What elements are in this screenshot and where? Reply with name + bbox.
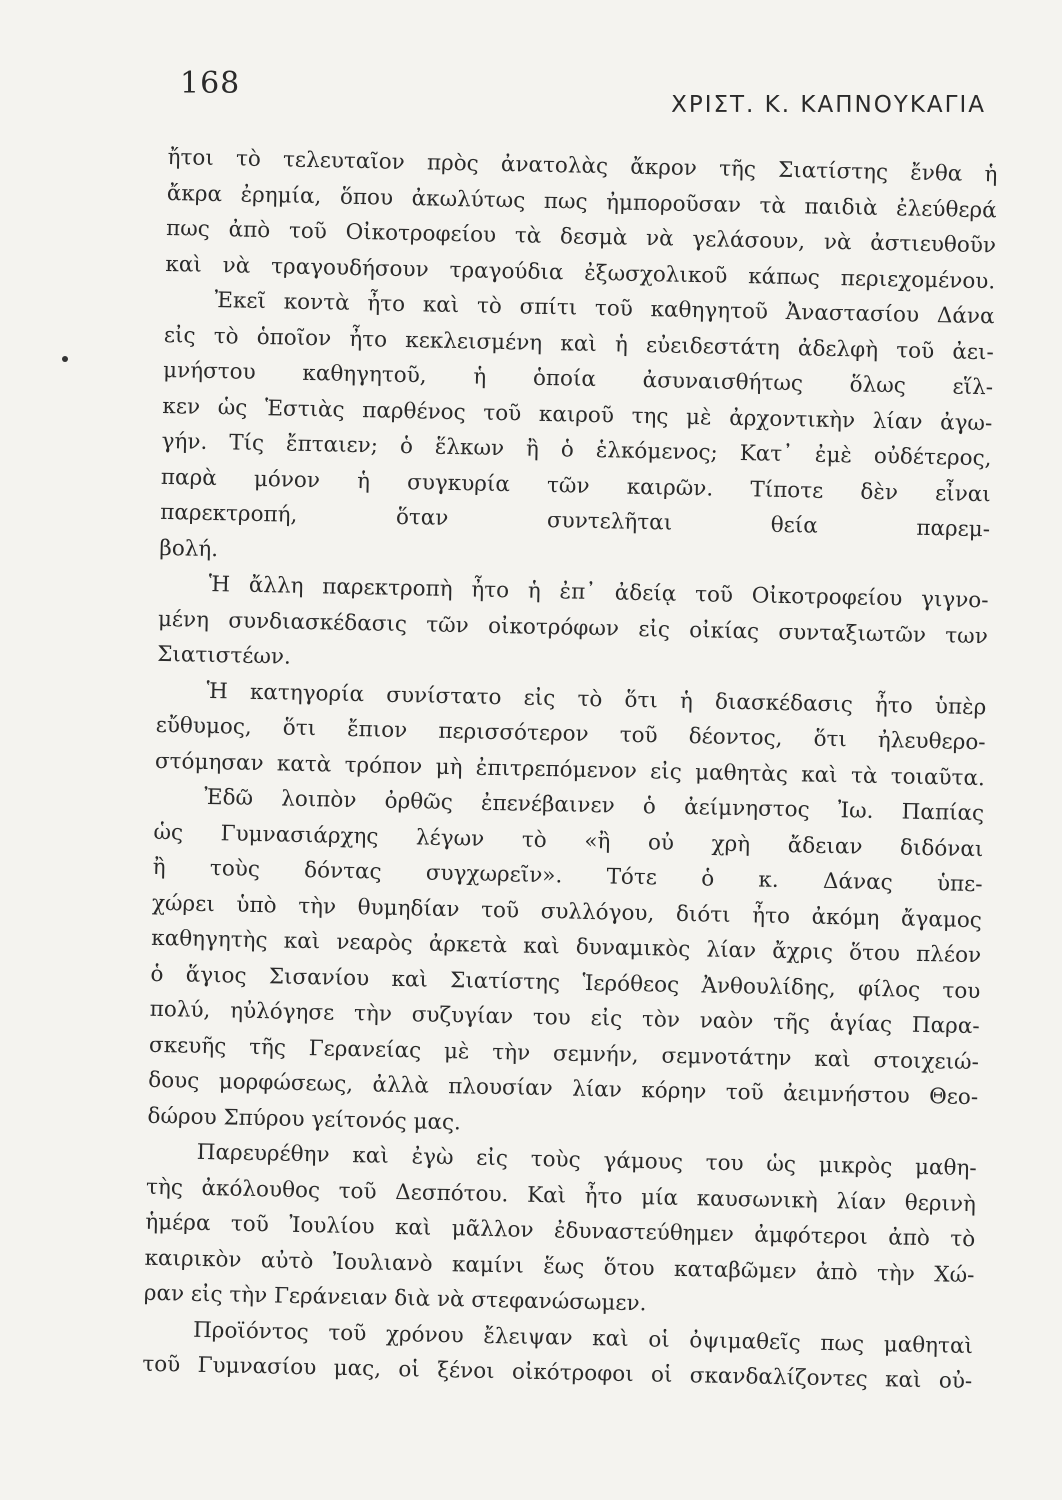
text-line: χώρει ὑπὸ τὴν θυμηδίαν τοῦ συλλόγου, διότι ἦτο ἀκόμη ἄγαμος	[151, 890, 983, 933]
text-line: Ἐδῶ λοιπὸν ὀρθῶς ἐπενέβαινεν ὁ ἀείμνηστος Ἰω. Παπίας	[203, 784, 985, 827]
text-line: ἄκρα ἐρημία, ὅπου ἀκωλύτως πως ἠμποροῦσαν τὰ παιδιὰ ἐλεύθερά	[166, 180, 997, 223]
text-line: στόμησαν κατὰ τρόπον μὴ ἐπιτρεπόμενον εἰς μαθητὰς καὶ τὰ τοιαῦτα.	[154, 748, 986, 791]
text-line: Προϊόντος τοῦ χρόνου ἔλειψαν καὶ οἱ ὀψιμαθεῖς πως μαθηταὶ	[192, 1317, 974, 1359]
text-line: ἡμέρα τοῦ Ἰουλίου καὶ μᾶλλον ἐδυναστεύθημεν ἀμφότεροι ἀπὸ τὸ	[145, 1209, 976, 1253]
text-line: πολύ, ηὐλόγησε τὴν συζυγίαν του εἰς τὸν ναὸν τῆς ἁγίας Παρα-	[149, 996, 980, 1040]
page-number: 168	[180, 66, 241, 101]
margin-dot	[62, 356, 68, 362]
body-text	[142, 140, 998, 1400]
text-line: Ἡ ἄλλη παρεκτροπὴ ἦτο ἡ ἐπ᾿ ἀδείᾳ τοῦ Οἰκοτροφείου γιγνο-	[208, 571, 989, 614]
text-line: Ἐκεῖ κοντὰ ἦτο καὶ τὸ σπίτι τοῦ καθηγητοῦ Ἀναστασίου Δάνα	[214, 288, 995, 330]
text-line: εἰς τὸ ὁποῖον ἦτο κεκλεισμένη καὶ ἡ εὐειδεστάτη ἀδελφὴ τοῦ ἀει-	[163, 322, 994, 365]
text-line: παρὰ μόνον ἡ συγκυρία τῶν καιρῶν. Τίποτε δὲν εἶναι	[160, 464, 992, 507]
text-line: Ἡ κατηγορία συνίστατο εἰς τὸ ὅτι ἡ διασκέδασις ἦτο ὑπὲρ	[206, 678, 987, 720]
text-line: καὶ νὰ τραγουδήσουν τραγούδια ἐξωσχολικοῦ κάπως περιεχομένου.	[165, 251, 996, 294]
text-line: ἢ τοὺς δόντας συγχωρεῖν». Τότε ὁ κ. Δάνας ὑπε-	[152, 854, 983, 898]
text-line: μνήστου καθηγητοῦ, ἡ ὁποία ἀσυναισθήτως ὅλως εἵλ-	[162, 357, 994, 401]
running-title: ΧΡΙΣΤ. Κ. ΚΑΠΝΟΥΚΑΓΙΑ	[671, 92, 986, 118]
text-line: δώρου Σπύρου γείτονός μας.	[147, 1103, 462, 1135]
text-line: ὡς Γυμνασιάρχης λέγων τὸ «ἢ οὐ χρὴ ἄδειαν διδόναι	[153, 819, 984, 862]
text-line: κεν ὡς Ἑστιὰς παρθένος τοῦ καιροῦ της μὲ ἀρχοντικὴν λίαν ἀγω-	[162, 393, 993, 436]
text-line: τὴς ἀκόλουθος τοῦ Δεσπότου. Καὶ ἦτο μία καυσωνικὴ λίαν θερινὴ	[145, 1174, 977, 1217]
text-line: καθηγητὴς καὶ νεαρὸς ἀρκετὰ καὶ δυναμικὸς λίαν ἄχρις ὅτου πλέον	[151, 925, 982, 969]
text-line: γήν. Τίς ἔπταιεν; ὁ ἕλκων ἢ ὁ ἑλκόμενος; Κατ᾿ ἐμὲ οὐδέτερος,	[161, 428, 992, 472]
text-line: ἤτοι τὸ τελευταῖον πρὸς ἀνατολὰς ἄκρον τῆς Σιατίστης ἔνθα ἡ	[167, 144, 998, 188]
text-line: Παρευρέθην καὶ ἐγὼ εἰς τοὺς γάμους του ὡς μικρὸς μαθη-	[196, 1139, 977, 1182]
text-line: καιρικὸν αὐτὸ Ἰουλιανὸ καμίνι ἕως ὅτου καταβῶμεν ἀπὸ τὴν Χώ-	[144, 1245, 975, 1288]
text-line: πως ἀπὸ τοῦ Οἰκοτροφείου τὰ δεσμὰ νὰ γελάσουν, νὰ ἀστιευθοῦν	[165, 215, 997, 259]
text-line: μένη συνδιασκέδασις τῶν οἰκοτρόφων εἰς οἰκίας συνταξιωτῶν των	[157, 606, 989, 649]
text-line: ὁ ἅγιος Σισανίου καὶ Σιατίστης Ἱερόθεος Ἀνθουλίδης, φίλος του	[150, 961, 981, 1004]
text-line: ραν εἰς τὴν Γεράνειαν διὰ νὰ στεφανώσωμεν.	[143, 1280, 647, 1317]
text-line: εὔθυμος, ὅτι ἔπιον περισσότερον τοῦ δέοντος, ὅτι ἠλευθερο-	[155, 712, 986, 756]
text-line: δους μορφώσεως, ἀλλὰ πλουσίαν λίαν κόρην τοῦ ἀειμνήστου Θεο-	[148, 1067, 979, 1111]
text-line: σκευῆς τῆς Γερανείας μὲ τὴν σεμνήν, σεμνοτάτην καὶ στοιχειώ-	[148, 1032, 980, 1075]
text-line: βολή.	[159, 535, 219, 562]
text-line: παρεκτροπή, ὅταν συντελῆται θεία παρεμ-	[159, 499, 991, 543]
text-line: Σιατιστέων.	[156, 641, 292, 670]
text-line: τοῦ Γυμνασίου μας, οἱ ξένοι οἰκότροφοι οἱ σκανδαλίζοντες καὶ οὐ-	[142, 1351, 973, 1395]
